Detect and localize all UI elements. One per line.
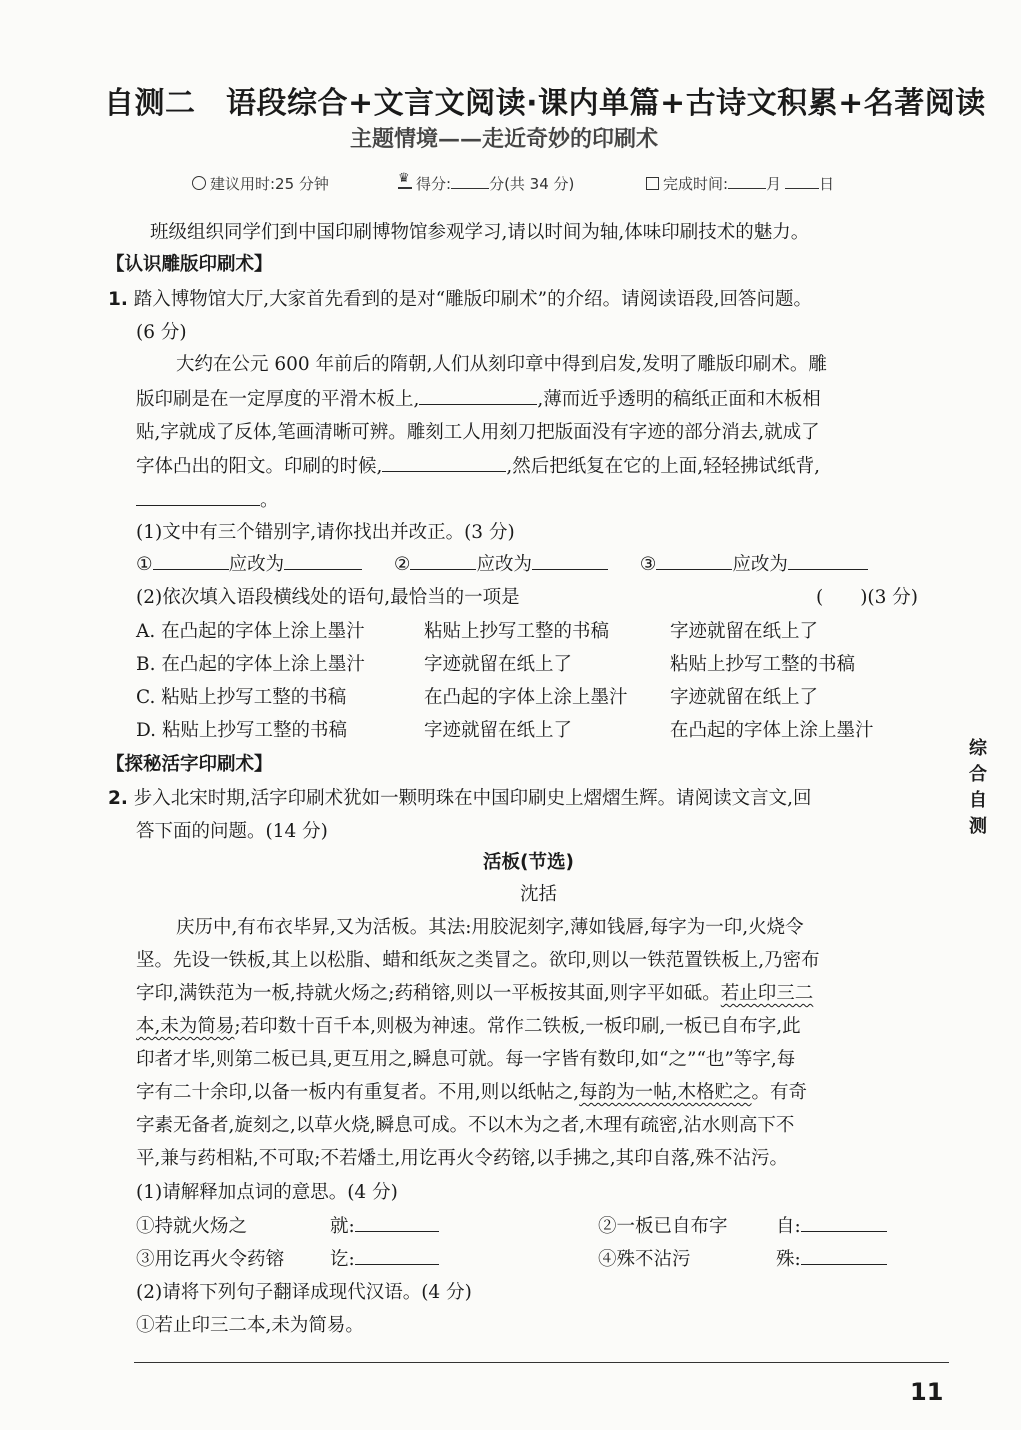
typo-answer-row: ① 应改为 ② 应改为 ③ 应改为 bbox=[136, 550, 868, 576]
sub-question-1: (1)文中有三个错别字,请你找出并改正。(3 分) bbox=[136, 522, 515, 543]
score-field: ♛ 得分: 分(共 34 分) bbox=[398, 173, 574, 194]
word-item: ④殊不沾污 bbox=[598, 1249, 691, 1270]
classical-line: 字有二十余印,以备一板内有重复者。不用,则以纸帖之,每韵为一帖,木格贮之。有奇 bbox=[136, 1082, 808, 1103]
word-item: ②一板已自布字 bbox=[598, 1216, 728, 1237]
suggested-time: 建议用时:25 分钟 bbox=[192, 173, 329, 194]
option-a-part-b: 粘贴上抄写工整的书稿 bbox=[424, 621, 610, 642]
sub-question-2-2: (2)请将下列句子翻译成现代汉语。(4 分) bbox=[136, 1282, 472, 1303]
fill-blank-2[interactable] bbox=[382, 453, 506, 472]
question-1-score: (6 分) bbox=[136, 322, 187, 343]
correction-blank[interactable] bbox=[532, 551, 608, 570]
answer-blank[interactable] bbox=[355, 1246, 439, 1265]
classical-line: 字素无备者,旋刻之,以草火烧,瞬息可成。不以木为之者,木理有疏密,沾水则高下不 bbox=[136, 1115, 795, 1136]
passage-line: 贴,字就成了反体,笔画清晰可辨。雕刻工人用刻刀把版面没有字迹的部分消去,就成了 bbox=[136, 422, 820, 443]
page-title: 自测二 语段综合+文言文阅读·课内单篇+古诗文积累+名著阅读 bbox=[104, 86, 986, 121]
classical-line: 本,未为简易;若印数十百千本,则极为神速。常作二铁板,一板印刷,一板已自布字,此 bbox=[136, 1016, 801, 1037]
page-number: 11 bbox=[910, 1378, 944, 1406]
option-c[interactable]: C. 粘贴上抄写工整的书稿 bbox=[136, 687, 347, 708]
answer-blank[interactable] bbox=[801, 1246, 887, 1265]
passage-line: 字体凸出的阳文。印刷的时候, ,然后把纸复在它的上面,轻轻拂试纸背, bbox=[136, 452, 820, 478]
option-b-part-c: 粘贴上抄写工整的书稿 bbox=[670, 654, 856, 675]
classical-line: 坚。先设一铁板,其上以松脂、蜡和纸灰之类冒之。欲印,则以一铁范置铁板上,乃密布 bbox=[136, 950, 820, 971]
word-item: ①持就火炀之 bbox=[136, 1216, 248, 1237]
side-tab: 综合自测 bbox=[969, 738, 987, 837]
translate-item-1: ①若止印三二本,未为简易。 bbox=[136, 1315, 364, 1336]
wavy-underlined-phrase: 每韵为一帖,木格贮之 bbox=[579, 1082, 752, 1103]
question-2-stem: 2. 步入北宋时期,活字印刷术犹如一颗明珠在中国印刷史上熠熠生辉。请阅读文言文,回 bbox=[108, 788, 812, 809]
classical-line: 平,兼与药相粘,不可取;不若燔土,用讫再火令药镕,以手拂之,其印自落,殊不沾污。 bbox=[136, 1148, 789, 1169]
option-d[interactable]: D. 粘贴上抄写工整的书稿 bbox=[136, 720, 347, 741]
theme-subtitle: 主题情境——走近奇妙的印刷术 bbox=[350, 126, 659, 152]
sub-question-2: (2)依次填入语段横线处的语句,最恰当的一项是 bbox=[136, 587, 520, 608]
word-item: ③用讫再火令药镕 bbox=[136, 1249, 285, 1270]
wavy-underlined-phrase: 若止印三二 bbox=[720, 983, 814, 1004]
calendar-icon bbox=[646, 177, 659, 190]
typo-blank[interactable] bbox=[153, 551, 229, 570]
classical-line: 庆历中,有布衣毕昇,又为活板。其法:用胶泥刻字,薄如钱唇,每字为一印,火烧令 bbox=[176, 917, 804, 938]
option-b[interactable]: B. 在凸起的字体上涂上墨汁 bbox=[136, 654, 365, 675]
fill-blank-1[interactable] bbox=[419, 386, 537, 405]
answer-blank[interactable] bbox=[355, 1213, 439, 1232]
correction-blank[interactable] bbox=[284, 551, 362, 570]
typo-blank[interactable] bbox=[410, 551, 476, 570]
article-author: 沈括 bbox=[520, 884, 558, 905]
question-1-stem: 1. 踏入博物馆大厅,大家首先看到的是对“雕版印刷术”的介绍。请阅读语段,回答问题。 bbox=[108, 289, 812, 310]
option-c-part-c: 字迹就留在纸上了 bbox=[670, 687, 819, 708]
option-a[interactable]: A. 在凸起的字体上涂上墨汁 bbox=[136, 621, 365, 642]
word-answer: 殊: bbox=[776, 1245, 887, 1271]
finish-time: 完成时间: 月 日 bbox=[646, 173, 834, 194]
passage-line: 。 bbox=[136, 486, 279, 512]
option-d-part-c: 在凸起的字体上涂上墨汁 bbox=[670, 720, 874, 741]
fill-blank-3[interactable] bbox=[136, 487, 260, 506]
option-d-part-b: 字迹就留在纸上了 bbox=[424, 720, 573, 741]
passage-line: 版印刷是在一定厚度的平滑木板上, ,薄而近乎透明的稿纸正面和木板相 bbox=[136, 385, 821, 411]
typo-blank[interactable] bbox=[656, 551, 732, 570]
footer-rule bbox=[134, 1362, 949, 1363]
option-b-part-b: 字迹就留在纸上了 bbox=[424, 654, 573, 675]
word-answer: 自: bbox=[776, 1212, 887, 1238]
option-c-part-b: 在凸起的字体上涂上墨汁 bbox=[424, 687, 628, 708]
crown-icon bbox=[398, 177, 412, 189]
section-heading-1: 【认识雕版印刷术】 bbox=[106, 254, 273, 275]
correction-blank[interactable] bbox=[788, 551, 868, 570]
wavy-underlined-phrase: 本,未为简易 bbox=[136, 1016, 235, 1037]
word-answer: 讫: bbox=[330, 1245, 439, 1271]
classical-line: 字印,满铁范为一板,持就火炀之;药稍镕,则以一平板按其面,则字平如砥。若止印三二 bbox=[136, 983, 814, 1004]
score-blank[interactable] bbox=[451, 174, 489, 189]
section-heading-2: 【探秘活字印刷术】 bbox=[106, 754, 273, 775]
answer-bracket[interactable]: ( )(3 分) bbox=[816, 587, 919, 608]
clock-icon bbox=[192, 176, 206, 190]
sub-question-2-1: (1)请解释加点词的意思。(4 分) bbox=[136, 1182, 398, 1203]
question-2-stem-cont: 答下面的问题。(14 分) bbox=[136, 821, 328, 842]
article-title: 活板(节选) bbox=[483, 852, 574, 873]
passage-line: 大约在公元 600 年前后的隋朝,人们从刻印章中得到启发,发明了雕版印刷术。雕 bbox=[176, 354, 827, 375]
word-answer: 就: bbox=[330, 1212, 439, 1238]
day-blank[interactable] bbox=[785, 174, 819, 189]
intro-text: 班级组织同学们到中国印刷博物馆参观学习,请以时间为轴,体味印刷技术的魅力。 bbox=[150, 222, 810, 243]
classical-line: 印者才毕,则第二板已具,更互用之,瞬息可就。每一字皆有数印,如“之”“也”等字,每 bbox=[136, 1049, 796, 1070]
month-blank[interactable] bbox=[728, 174, 766, 189]
answer-blank[interactable] bbox=[801, 1213, 887, 1232]
option-a-part-c: 字迹就留在纸上了 bbox=[670, 621, 819, 642]
